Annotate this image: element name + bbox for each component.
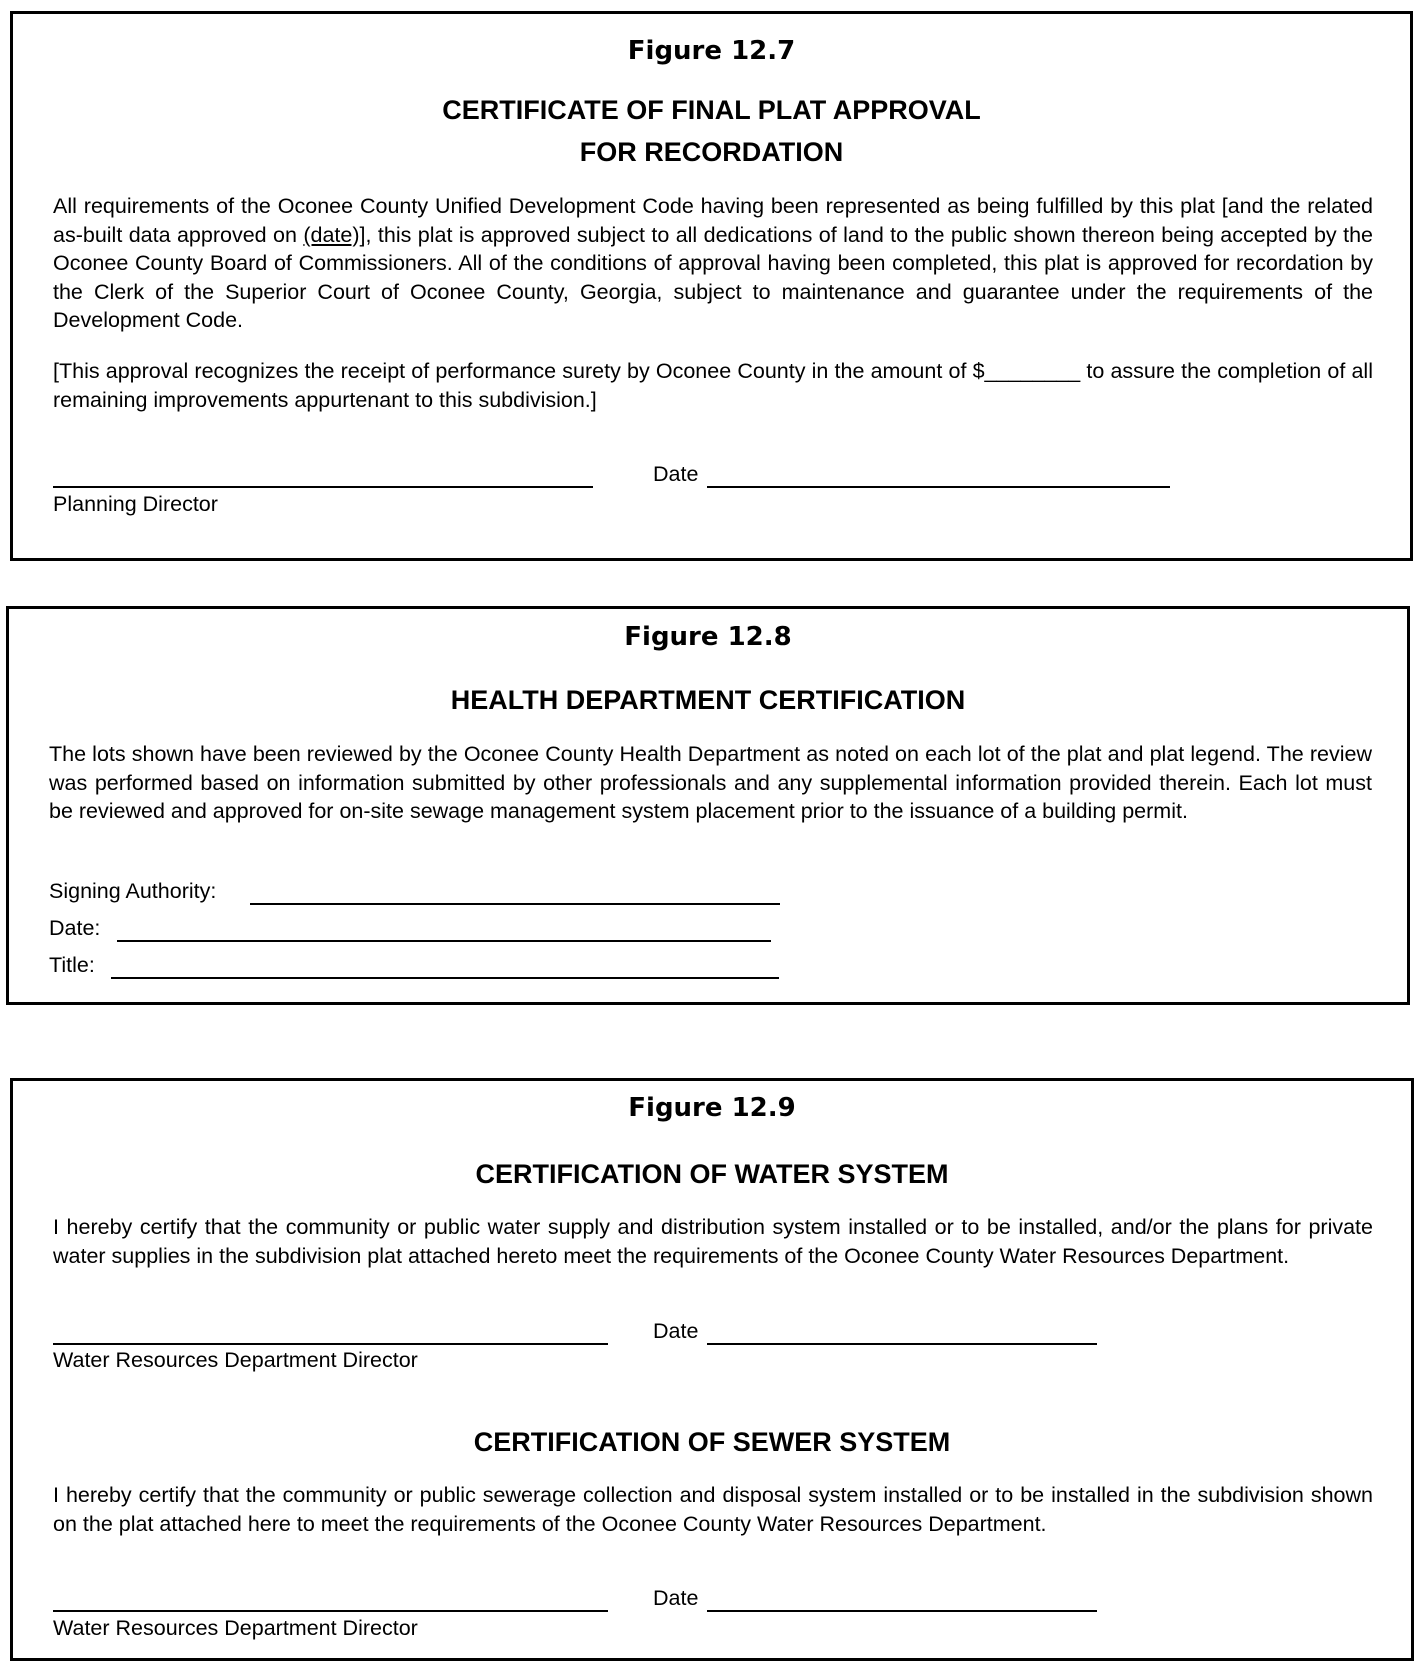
date-line[interactable] <box>117 940 771 942</box>
water-signer-label: Water Resources Department Director <box>53 1348 418 1372</box>
figure-12-7-box <box>10 11 1413 561</box>
health-heading: HEALTH DEPARTMENT CERTIFICATION <box>450 685 966 715</box>
sewer-date-line[interactable] <box>707 1610 1097 1612</box>
signing-authority-line[interactable] <box>250 903 780 905</box>
water-signature-line[interactable] <box>53 1343 608 1345</box>
signing-authority-label: Signing Authority: <box>49 879 217 903</box>
figure-label: Figure 12.7 <box>627 36 796 66</box>
surety-paragraph: [This approval recognizes the receipt of performance surety by Oconee County in the amount of $________ to assure the completion of all remaining improvements appurtenant to this subdivision.] <box>53 359 1373 412</box>
water-date-line[interactable] <box>707 1343 1097 1345</box>
figure-label: Figure 12.8 <box>624 622 792 652</box>
date-label: Date <box>653 462 699 486</box>
health-paragraph: The lots shown have been reviewed by the Oconee County Health Department as noted on each lot of the plat and plat legend. The review was performed based on information submitted by other professionals and any supplemental information provided therein. Each lot must be reviewed and approved for on-site sewage management system placement prior to the issuance of a building permit. <box>49 742 1372 823</box>
certificate-heading: CERTIFICATE OF FINAL PLAT APPROVAL <box>442 95 981 125</box>
signer-label: Planning Director <box>53 492 218 516</box>
approval-paragraph: All requirements of the Oconee County Unified Development Code having been represented as being fulfilled by this plat [and the related as-built data approved on (date)], this plat is approved subject to all dedications of land to the public shown thereon being accepted by the Oconee County Board of Commissioners. All of the conditions of approval having been completed, this plat is approved for recordation by the Clerk of the Superior Court of Oconee County, Georgia, subject to maintenance and guarantee under the requirements of the Development Code. <box>53 194 1373 332</box>
water-paragraph: I hereby certify that the community or public water supply and distribution system installed or to be installed, and/or the plans for private water supplies in the subdivision plat attached hereto meet the requirements of the Oconee County Water Resources Department. <box>53 1215 1373 1268</box>
sewer-signer-label: Water Resources Department Director <box>53 1616 418 1640</box>
sewer-heading: CERTIFICATION OF SEWER SYSTEM <box>473 1427 951 1457</box>
certificate-heading-line2: FOR RECORDATION <box>579 137 844 167</box>
date-line[interactable] <box>707 486 1170 488</box>
figure-12-8-box <box>6 606 1410 1005</box>
title-label: Title: <box>49 953 95 977</box>
sewer-date-label: Date <box>653 1586 699 1610</box>
signature-line[interactable] <box>53 486 593 488</box>
sewer-paragraph: I hereby certify that the community or public sewerage collection and disposal system installed or to be installed in the subdivision shown on the plat attached here to meet the requirements of the Oconee County Water Resources Department. <box>53 1483 1373 1536</box>
water-date-label: Date <box>653 1319 699 1343</box>
sewer-signature-line[interactable] <box>53 1610 608 1612</box>
title-line[interactable] <box>111 977 779 979</box>
water-heading: CERTIFICATION OF WATER SYSTEM <box>475 1159 949 1189</box>
figure-12-9-box <box>10 1078 1414 1661</box>
date-placeholder: (date)] <box>303 222 366 247</box>
date-label: Date: <box>49 916 101 940</box>
figure-label: Figure 12.9 <box>628 1093 796 1123</box>
